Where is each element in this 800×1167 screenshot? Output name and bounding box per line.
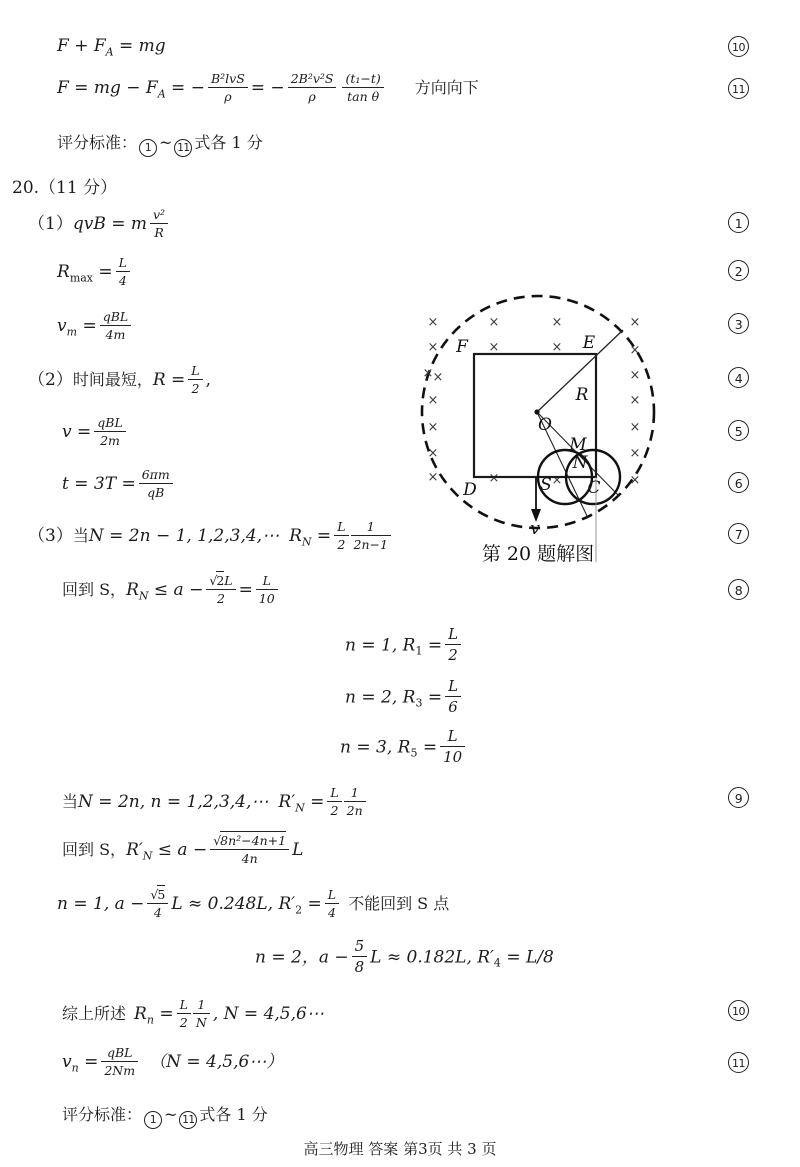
eq-badge-9: 9 (728, 787, 749, 808)
radical-sign: √ (213, 833, 222, 848)
math-token: qvB = m (72, 214, 147, 235)
field-cross: × (427, 470, 439, 485)
eq-badge-6: 6 (728, 472, 749, 493)
fraction (440, 727, 465, 767)
math-token: （N = 4,5,6⋯） (149, 1052, 284, 1073)
formula-line-n3 (340, 728, 468, 768)
math-token: qBL (94, 415, 126, 432)
math-token: F = mg − F (57, 78, 158, 99)
formula-line-6 (62, 468, 176, 501)
math-token: = (153, 1004, 174, 1025)
label-N: N (572, 453, 588, 473)
field-cross: × (427, 340, 439, 355)
cjk-text: 当 (72, 526, 89, 546)
scoring-text: 式各 1 分 (199, 1105, 268, 1124)
math-token: 2n (346, 802, 363, 818)
scoring-text: 式各 1 分 (194, 133, 263, 152)
field-cross: × (551, 340, 563, 355)
page-footer: 高三物理 答案 第3页 共 3 页 (303, 1140, 497, 1158)
math-token: L (224, 573, 233, 588)
eq-badge-8: 8 (728, 579, 749, 600)
field-cross: × (629, 315, 641, 330)
field-cross: × (629, 393, 641, 408)
eq-badge-7: 7 (728, 523, 749, 544)
math-token: v = (62, 422, 92, 443)
formula-line-2 (57, 256, 133, 289)
math-token: ≤ a − (152, 840, 208, 861)
math-token: v² (150, 207, 168, 224)
math-token: L (177, 997, 191, 1014)
label-S: S (540, 475, 552, 495)
math-token: R (126, 580, 139, 601)
math-token: tan θ (347, 88, 380, 104)
label-E: E (582, 333, 596, 353)
field-cross: × (488, 315, 500, 330)
fraction (101, 1045, 138, 1078)
math-token: 2 (330, 802, 339, 818)
math-token: R (289, 526, 302, 547)
field-cross: × (629, 446, 641, 461)
part-label: （1） (28, 214, 73, 235)
math-token: ≤ a − (148, 580, 204, 601)
math-token: N (138, 589, 149, 603)
math-token: 2 (179, 1014, 188, 1030)
math-token: 1 (415, 644, 423, 658)
math-token: A (105, 45, 114, 59)
math-token: 4 (493, 956, 501, 970)
cjk-text: 回到 S， (62, 580, 127, 600)
formula-line-return-s (62, 834, 303, 867)
fraction (116, 255, 130, 288)
math-token: , N = 4,5,6⋯ (212, 1004, 324, 1025)
math-token: A (157, 87, 166, 101)
label-v: v (530, 519, 540, 539)
scoring-text: ~ (164, 1105, 178, 1124)
fraction (325, 887, 339, 920)
eq-badge-1: 1 (728, 212, 749, 233)
formula-line-11 (57, 72, 479, 105)
math-token: v (57, 316, 67, 337)
fraction (327, 785, 341, 818)
eq-badge-11: 11 (728, 78, 749, 99)
math-token: n = 2，a − (255, 947, 349, 968)
field-cross: × (427, 446, 439, 461)
math-token: = (238, 580, 253, 601)
math-token: L (188, 363, 202, 380)
math-token: 5 (352, 937, 368, 957)
math-token: F + F (57, 36, 106, 56)
math-token: 4n (241, 850, 258, 866)
eq-badge-4: 4 (728, 367, 749, 388)
cjk-text: 综上所述 (62, 1004, 127, 1024)
math-token: N = 2n, n = 1,2,3,4,⋯ (78, 792, 269, 813)
math-token: n (146, 1013, 154, 1027)
inline-badge-1: 1 (144, 1111, 162, 1129)
math-token: N (295, 801, 305, 815)
math-token: 4 (327, 904, 336, 920)
scoring-note-top (57, 130, 263, 157)
inline-badge-11: 11 (179, 1111, 197, 1129)
math-token: R′ (126, 840, 143, 861)
math-token: 6 (448, 697, 458, 716)
scoring-text: 评分标准： (57, 133, 138, 152)
math-token: L ≈ 0.248L, R′ (171, 894, 296, 915)
math-token: ρ (224, 88, 232, 104)
math-token: m (66, 325, 78, 339)
radical-sign: √ (209, 573, 218, 588)
math-token: , (205, 370, 212, 391)
math-token: = − (250, 78, 285, 99)
math-token: 2 (448, 645, 458, 664)
math-token: 8 (354, 957, 365, 976)
math-token: L (327, 785, 341, 802)
math-token: 10 (258, 590, 275, 606)
math-token: 1 (193, 997, 210, 1014)
label-F: F (456, 337, 468, 357)
math-token: = mg (113, 36, 166, 56)
fraction (256, 573, 278, 606)
math-token: = (311, 526, 332, 547)
fraction (150, 207, 168, 240)
formula-line-case-n1 (57, 888, 449, 921)
math-token: L (334, 519, 348, 536)
math-token: n = 1, R (345, 635, 416, 656)
math-token: 4m (105, 326, 126, 342)
math-token: qB (147, 484, 165, 500)
math-token: n = 2, R (345, 687, 416, 708)
formula-line-5 (62, 416, 129, 449)
heading-text: 20.（11 分） (12, 178, 118, 198)
math-token: t = 3T = (62, 474, 136, 495)
field-cross: × (551, 315, 563, 330)
formula-line-vn (62, 1046, 283, 1079)
math-token: n = 1, a − (57, 894, 145, 915)
math-token: qBL (101, 1045, 138, 1062)
math-token: N (195, 1014, 207, 1030)
math-token: n (71, 1061, 79, 1075)
fraction (94, 415, 126, 448)
fraction (210, 833, 289, 866)
eq-badge-5: 5 (728, 420, 749, 441)
formula-line-7 (28, 520, 394, 553)
math-token: B²lvS (208, 71, 248, 88)
eq-badge-10b: 10 (728, 1000, 749, 1021)
math-token: R = (152, 370, 186, 391)
math-token: max (69, 271, 94, 285)
math-token: 2 (295, 903, 303, 917)
math-token: N (142, 849, 153, 863)
math-token: = − (165, 78, 205, 99)
math-token: 2 (216, 590, 225, 606)
fraction (445, 625, 461, 665)
sqrt-expression (210, 833, 289, 850)
math-token: (t₁−t) (342, 71, 383, 88)
part-label: （2） (28, 370, 73, 391)
math-token: L (325, 887, 339, 904)
inline-badge-1: 1 (139, 139, 157, 157)
formula-line-9 (62, 786, 369, 819)
formula-line-8 (62, 574, 281, 607)
direction-note: 方向向下 (414, 78, 479, 98)
fraction (177, 997, 191, 1030)
math-token: N (301, 535, 312, 549)
field-cross: × (427, 420, 439, 435)
math-token: = (93, 262, 113, 283)
solution-figure (410, 290, 670, 580)
math-token: L ≈ 0.182L, R′ (370, 947, 494, 968)
label-R: R (575, 385, 589, 405)
eq-badge-2: 2 (728, 260, 749, 281)
math-token: 1 (351, 519, 391, 536)
fraction (445, 677, 461, 717)
figure-caption: 第 20 题解图 (481, 543, 595, 565)
eq-badge-3: 3 (728, 313, 749, 334)
fraction (208, 71, 248, 104)
sqrt-expression (147, 887, 168, 904)
math-token: = (302, 894, 322, 915)
math-token: L (116, 255, 130, 272)
field-cross: × (551, 473, 563, 488)
math-token: = (422, 687, 443, 708)
math-token: 4 (118, 272, 127, 288)
radical-sign: √ (150, 887, 159, 902)
field-cross: × (488, 340, 500, 355)
formula-line-conclusion (62, 998, 324, 1031)
field-cross: × (427, 315, 439, 330)
math-token: = L/8 (500, 947, 554, 968)
fraction (344, 785, 366, 818)
math-token: R′ (278, 792, 296, 813)
math-token: qBL (100, 309, 132, 326)
field-cross: × (629, 420, 641, 435)
formula-line-n2 (345, 678, 464, 718)
cjk-text: 不能回到 S 点 (348, 894, 450, 914)
eq-badge-10: 10 (728, 36, 749, 57)
math-token: 2Nm (104, 1062, 136, 1078)
formula-line-n1 (345, 626, 464, 666)
cjk-text: 当 (62, 792, 79, 812)
math-token: n = 3, R (340, 737, 411, 758)
fraction (334, 519, 348, 552)
center-point (534, 409, 539, 414)
cjk-text: 时间最短， (72, 370, 153, 390)
math-token: L (440, 727, 465, 747)
fraction (147, 887, 168, 920)
math-token: L (256, 573, 278, 590)
math-token: 2 (337, 536, 346, 552)
scoring-note-bottom (62, 1102, 268, 1129)
label-O: O (538, 415, 552, 435)
math-token: = (77, 316, 97, 337)
fraction (188, 363, 202, 396)
math-token: 2 (216, 573, 225, 588)
fraction (351, 519, 391, 552)
math-token: 2m (100, 432, 120, 448)
formula-line-3 (57, 310, 134, 343)
math-token: 2 (191, 380, 200, 396)
math-token: 2n−1 (353, 536, 388, 552)
fraction (139, 467, 173, 500)
math-token: L (445, 625, 461, 645)
fraction (193, 997, 210, 1030)
sqrt-expression (206, 573, 235, 590)
math-token: 3 (415, 696, 423, 710)
scoring-text: ~ (159, 133, 173, 152)
field-cross: × (432, 370, 444, 385)
math-token: 5 (157, 887, 166, 902)
label-D: D (463, 480, 477, 500)
math-token: = (417, 737, 438, 758)
math-token: ρ (308, 88, 316, 104)
math-token: 6πm (139, 467, 173, 484)
fraction (100, 309, 132, 342)
math-token: R (154, 224, 164, 240)
field-cross: × (427, 393, 439, 408)
fraction (342, 71, 383, 104)
field-cross: × (629, 343, 641, 358)
math-token: 5 (410, 746, 418, 760)
eq-badge-11b: 11 (728, 1052, 749, 1073)
math-token: R (57, 262, 70, 283)
field-cross: × (422, 366, 434, 381)
math-token: L (292, 840, 304, 861)
math-token: N = 2n − 1, 1,2,3,4,⋯ (88, 526, 280, 547)
field-cross: × (488, 471, 500, 486)
formula-line-case-n2 (255, 938, 554, 978)
math-token: 4 (153, 904, 162, 920)
field-cross: × (629, 473, 641, 488)
question-20-heading (12, 173, 117, 198)
fraction (288, 71, 337, 104)
math-token: L (445, 677, 461, 697)
scoring-text: 评分标准： (62, 1105, 143, 1124)
math-token: 1 (344, 785, 366, 802)
math-token: 2B²v²S (288, 71, 337, 88)
math-token: = (78, 1052, 99, 1073)
math-token: R (134, 1004, 147, 1025)
fraction (352, 937, 368, 977)
math-token: 8n²−4n+1 (220, 833, 287, 848)
formula-line-10 (57, 36, 166, 58)
label-C: C (587, 478, 601, 498)
math-token: v (62, 1052, 72, 1073)
fraction (206, 573, 235, 606)
math-token: = (422, 635, 443, 656)
math-token: = (304, 792, 325, 813)
math-token: 10 (443, 747, 463, 766)
formula-line-4 (28, 364, 211, 397)
field-cross: × (629, 368, 641, 383)
label-M: M (569, 435, 587, 455)
part-label: （3） (28, 526, 73, 547)
inline-badge-11: 11 (174, 139, 192, 157)
cjk-text: 回到 S， (62, 840, 127, 860)
formula-line-1 (28, 208, 171, 241)
